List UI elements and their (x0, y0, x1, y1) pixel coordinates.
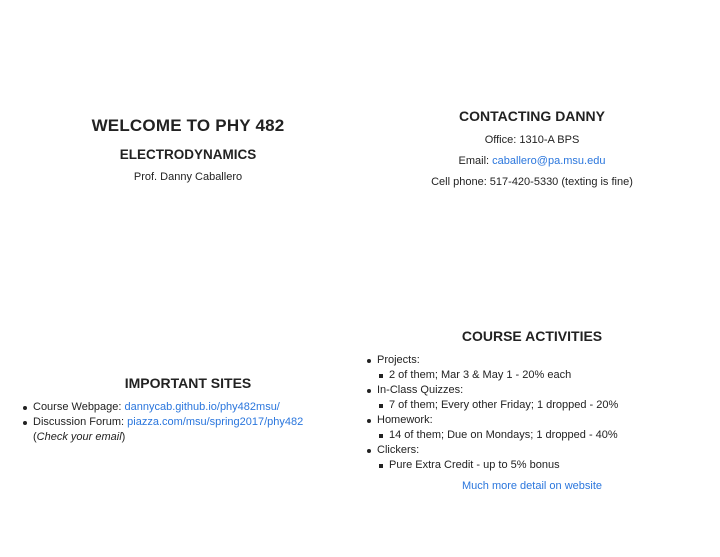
discussion-forum-link[interactable]: piazza.com/msu/spring2017/phy482 (127, 416, 304, 428)
activity-detail: Pure Extra Credit - up to 5% bonus (377, 458, 697, 473)
activity-label: Clickers: (377, 444, 420, 456)
forum-note-open: ( (33, 431, 37, 443)
important-sites-slide (23, 375, 353, 445)
activities-heading: COURSE ACTIVITIES (461, 328, 603, 344)
list-item-forum (23, 415, 353, 445)
office-info: Office: 1310-A BPS (484, 134, 580, 146)
course-title: WELCOME TO PHY 482 (91, 116, 285, 135)
activity-detail: 14 of them; Due on Mondays; 1 dropped - 40% (377, 428, 697, 443)
forum-label: Discussion Forum: (33, 416, 128, 428)
email-line (367, 154, 697, 168)
activity-sublist (377, 398, 697, 413)
email-label: Email: (458, 155, 493, 167)
list-item-homework (367, 413, 697, 443)
instructor-name: Prof. Danny Caballero (133, 171, 243, 183)
list-item-projects (367, 353, 697, 383)
cell-phone-info: Cell phone: 517-420-5330 (texting is fine) (431, 176, 633, 188)
list-item-webpage (23, 400, 353, 415)
forum-note-close: ) (121, 431, 126, 443)
course-webpage-link[interactable]: dannycab.github.io/phy482msu/ (124, 401, 280, 413)
course-activities-slide (367, 328, 697, 492)
sites-list (23, 400, 353, 445)
contact-slide (367, 108, 697, 196)
course-subtitle: ELECTRODYNAMICS (119, 147, 257, 162)
contact-heading: CONTACTING DANNY (459, 108, 605, 124)
activity-sublist (377, 368, 697, 383)
activity-detail: 2 of them; Mar 3 & May 1 - 20% each (377, 368, 697, 383)
activity-label: In-Class Quizzes: (377, 384, 464, 396)
activity-label: Projects: (377, 354, 420, 366)
webpage-label: Course Webpage: (33, 401, 125, 413)
activity-label: Homework: (377, 414, 433, 426)
more-detail-link[interactable]: Much more detail on website (461, 480, 602, 492)
list-item-quizzes (367, 383, 697, 413)
list-item-clickers (367, 443, 697, 473)
welcome-slide (23, 116, 353, 184)
forum-note: Check your email (36, 431, 122, 443)
activities-list (367, 353, 697, 473)
email-link[interactable]: caballero@pa.msu.edu (492, 155, 606, 167)
activity-detail: 7 of them; Every other Friday; 1 dropped - 20% (377, 398, 697, 413)
activity-sublist (377, 428, 697, 443)
activity-sublist (377, 458, 697, 473)
sites-heading: IMPORTANT SITES (124, 375, 252, 391)
